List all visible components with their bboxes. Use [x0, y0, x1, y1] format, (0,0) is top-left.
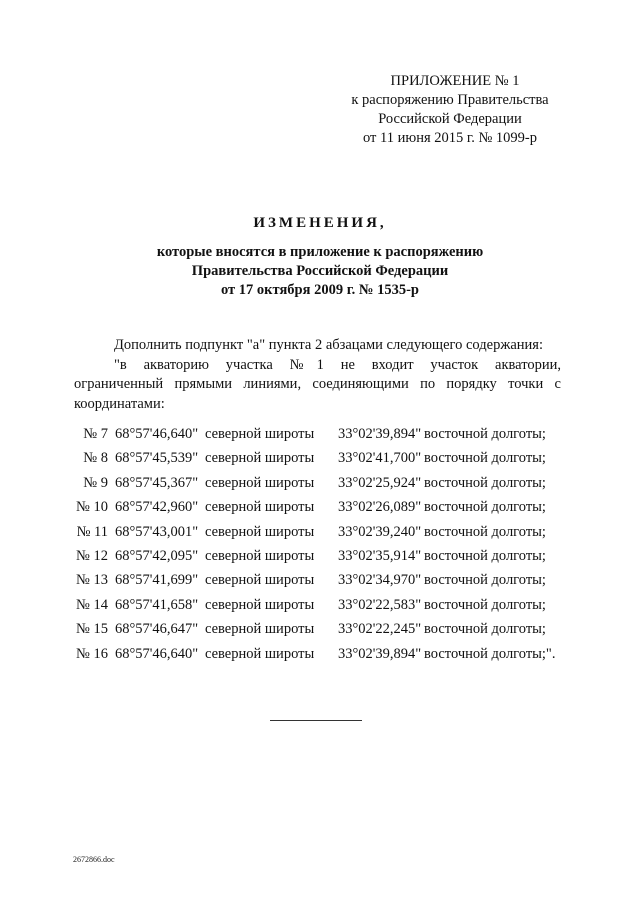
longitude-label: восточной долготы; — [424, 523, 546, 540]
latitude-label: северной широты — [205, 547, 315, 564]
coordinate-row — [68, 621, 578, 645]
longitude-label: восточной долготы; — [424, 474, 546, 491]
appendix-authority: Российской Федерации — [378, 111, 522, 127]
point-number: № 16 — [76, 645, 108, 662]
point-number: № 13 — [76, 572, 108, 589]
coordinate-row — [68, 572, 578, 596]
appendix-header — [330, 72, 570, 148]
longitude-value: 33°02'26,089" — [338, 499, 422, 516]
longitude-value: 33°02'34,970" — [338, 572, 422, 589]
longitude-value: 33°02'22,245" — [338, 621, 422, 638]
longitude-value: 33°02'25,924" — [338, 474, 422, 491]
latitude-label: северной широты — [205, 474, 315, 491]
latitude-label: северной широты — [205, 621, 315, 638]
coordinate-row — [68, 524, 578, 548]
longitude-value: 33°02'39,894" — [338, 645, 422, 662]
latitude-value: 68°57'45,367" — [115, 474, 199, 491]
latitude-value: 68°57'42,960" — [115, 499, 199, 516]
latitude-value: 68°57'46,640" — [115, 645, 199, 662]
longitude-value: 33°02'41,700" — [338, 450, 422, 467]
latitude-value: 68°57'45,539" — [115, 450, 199, 467]
longitude-label: восточной долготы; — [424, 621, 546, 638]
longitude-value: 33°02'35,914" — [338, 547, 422, 564]
longitude-label: восточной долготы; — [424, 572, 546, 589]
coordinate-row — [68, 499, 578, 523]
latitude-value: 68°57'46,640" — [115, 426, 199, 442]
closing-divider — [270, 720, 362, 721]
coordinate-row — [68, 426, 578, 450]
longitude-label: восточной долготы; — [424, 426, 546, 442]
intro-paragraph: Дополнить подпункт "а" пункта 2 абзацами следующего содержания: — [114, 337, 543, 353]
document-title — [100, 214, 540, 300]
quote-first-line: "в акваторию участка №1 не входит участок акватории, — [114, 356, 561, 373]
point-number: № 10 — [76, 499, 108, 516]
longitude-label: восточной долготы;". — [424, 645, 556, 662]
point-number: № 12 — [76, 547, 108, 564]
latitude-label: северной широты — [205, 426, 315, 442]
title-line-2: Правительства Российской Федерации — [191, 263, 449, 279]
point-number: № 15 — [76, 621, 108, 638]
document-id: 2672866.doc — [73, 855, 115, 864]
title-line-1: которые вносятся в приложение к распоряжению — [156, 244, 484, 260]
longitude-label: восточной долготы; — [424, 547, 546, 564]
appendix-date: от 11 июня 2015 г. № 1099-р — [363, 130, 537, 146]
coordinate-row — [68, 646, 578, 670]
latitude-value: 68°57'41,699" — [115, 572, 199, 589]
longitude-label: восточной долготы; — [424, 450, 546, 467]
point-number: № 7 — [83, 426, 108, 442]
appendix-number: ПРИЛОЖЕНИЕ № 1 — [390, 73, 520, 89]
latitude-label: северной широты — [205, 596, 315, 613]
latitude-label: северной широты — [205, 523, 315, 540]
latitude-value: 68°57'43,001" — [115, 523, 199, 540]
coordinate-row — [68, 597, 578, 621]
longitude-label: восточной долготы; — [424, 596, 546, 613]
title-heading: ИЗМЕНЕНИЯ, — [253, 215, 387, 231]
latitude-value: 68°57'42,095" — [115, 547, 199, 564]
longitude-value: 33°02'22,583" — [338, 596, 422, 613]
coordinates-list — [68, 426, 578, 670]
latitude-value: 68°57'41,658" — [115, 596, 199, 613]
latitude-label: северной широты — [205, 499, 315, 516]
coordinate-row — [68, 475, 578, 499]
coordinate-row — [68, 450, 578, 474]
point-number: № 14 — [76, 596, 108, 613]
body-text — [74, 336, 561, 414]
longitude-value: 33°02'39,240" — [338, 523, 422, 540]
latitude-label: северной широты — [205, 645, 315, 662]
point-number: № 9 — [83, 474, 108, 491]
latitude-label: северной широты — [205, 450, 315, 467]
point-number: № 11 — [76, 523, 108, 540]
appendix-reference: к распоряжению Правительства — [351, 92, 549, 108]
latitude-value: 68°57'46,647" — [115, 621, 199, 638]
title-line-3: от 17 октября 2009 г. № 1535-р — [220, 282, 419, 298]
coordinate-row — [68, 548, 578, 572]
longitude-label: восточной долготы; — [424, 499, 546, 516]
latitude-label: северной широты — [205, 572, 315, 589]
quote-continuation: ограниченный прямыми линиями, соединяющими по порядку точки с координатами: — [74, 376, 561, 412]
point-number: № 8 — [83, 450, 108, 467]
longitude-value: 33°02'39,894" — [338, 426, 422, 442]
